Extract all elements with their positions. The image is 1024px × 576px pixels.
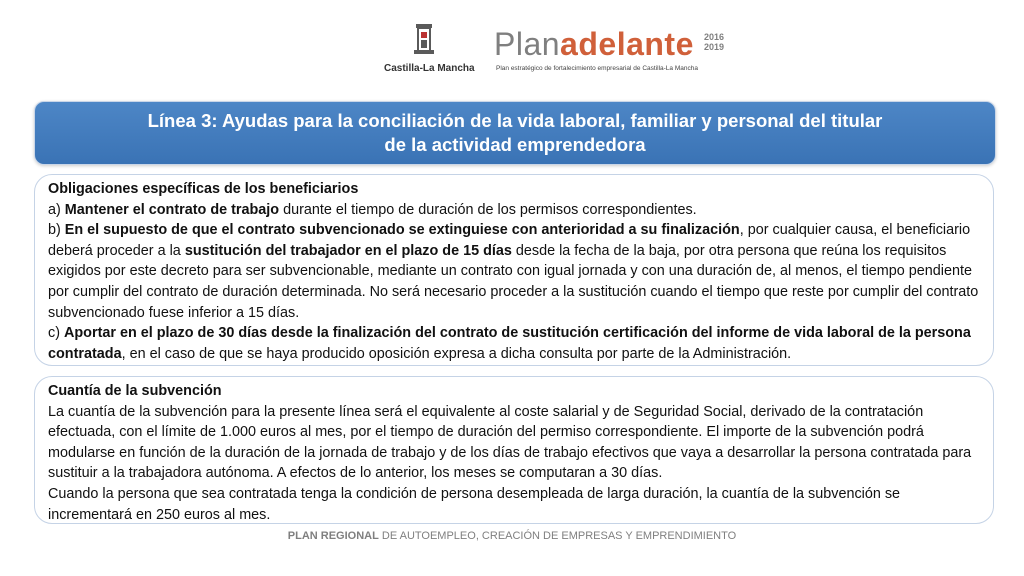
- plan-logo-bold: adelante: [560, 26, 694, 62]
- region-logo-text: Castilla-La Mancha: [384, 63, 475, 74]
- obligaciones-heading: Obligaciones específicas de los beneficiarios: [48, 181, 359, 197]
- castilla-la-mancha-logo: [384, 22, 475, 78]
- obligacion-b-bold1: En el supuesto de que el contrato subvencionado se extinguiese con anterioridad a su finalización: [64, 222, 740, 239]
- plan-logo-year-bottom: 2019: [704, 42, 725, 52]
- plan-logo-year-top: 2016: [704, 32, 725, 42]
- slide-title-line1: Línea 3: Ayudas para la conciliación de la vida laboral, familiar y personal del titular: [147, 110, 883, 131]
- obligacion-b-prefix: b): [48, 222, 65, 239]
- slide-title-line2: de la actividad emprendedora: [384, 134, 646, 155]
- obligacion-c-bold: Aportar en el plazo de 30 días desde la finalización del contrato de sustitución certificación del informe de vida laboral de la persona contratada: [48, 325, 971, 362]
- obligacion-a-bold: Mantener el contrato de trabajo: [64, 201, 280, 218]
- footer: [0, 530, 1024, 542]
- plan-logo-wordmark: [494, 26, 694, 62]
- obligacion-a-prefix: a): [48, 201, 65, 218]
- cuantia-box: [34, 376, 994, 524]
- obligacion-c-text: , en el caso de que se haya producido oposición expresa a dicha consulta por parte de la Administración.: [121, 345, 792, 362]
- cuantia-heading: Cuantía de la subvención: [48, 383, 222, 399]
- footer-bold: PLAN REGIONAL: [287, 530, 379, 542]
- obligacion-b-text1: , por cualquier causa, el beneficiario deberá proceder a la: [48, 222, 971, 259]
- plan-logo-subtitle: Plan estratégico de fortalecimiento empresarial de Castilla-La Mancha: [496, 65, 698, 72]
- plan-adelante-logo: [494, 26, 744, 76]
- castle-crest-icon: [410, 22, 438, 56]
- plan-logo-light: Plan: [494, 26, 561, 62]
- obligacion-c-prefix: c): [48, 325, 64, 342]
- footer-text: DE AUTOEMPLEO, CREACIÓN DE EMPRESAS Y EMPRENDIMIENTO: [378, 530, 737, 542]
- slide-title: [34, 101, 996, 165]
- obligacion-b: [48, 220, 979, 323]
- obligacion-b-text2: desde la fecha de la baja, por otra persona que reúna los requisitos exigidos por este decreto para ser subvencionable, mediante un contrato con igual jornada y con una duración de, al menos, el tiempo pendiente por cumplir del contrato de duración determinada. No será necesario proceder a la sustitución cuando el tiempo que reste por cumplir del contrato subvencionado fuese inferior a 15 días.: [48, 242, 979, 321]
- cuantia-paragraph-2: Cuando la persona que sea contratada tenga la condición de persona desempleada de larga duración, la cuantía de la subvención se incrementará en 250 euros al mes.: [48, 485, 901, 523]
- obligacion-a: [48, 200, 979, 221]
- obligaciones-box: [34, 174, 994, 366]
- cuantia-paragraph-1: La cuantía de la subvención para la presente línea será el equivalente al coste salarial y de Seguridad Social, derivado de la contratación efectuada, con el límite de 1.000 euros al mes, por el tiempo de duración del permiso correspondiente. El importe de la subvención podrá modularse en función de la duración de la jornada de trabajo y de los días de trabajo efectivos que vaya a desarrollar la persona contratada para sustituir a la trabajadora autónoma. A efectos de lo anterior, los meses se computaran a 30 días.: [48, 403, 972, 482]
- obligacion-b-bold2: sustitución del trabajador en el plazo de 15 días: [184, 242, 512, 259]
- obligacion-c: [48, 323, 979, 364]
- obligacion-a-text: durante el tiempo de duración de los permisos correspondientes.: [279, 201, 697, 218]
- plan-logo-years: [704, 32, 724, 52]
